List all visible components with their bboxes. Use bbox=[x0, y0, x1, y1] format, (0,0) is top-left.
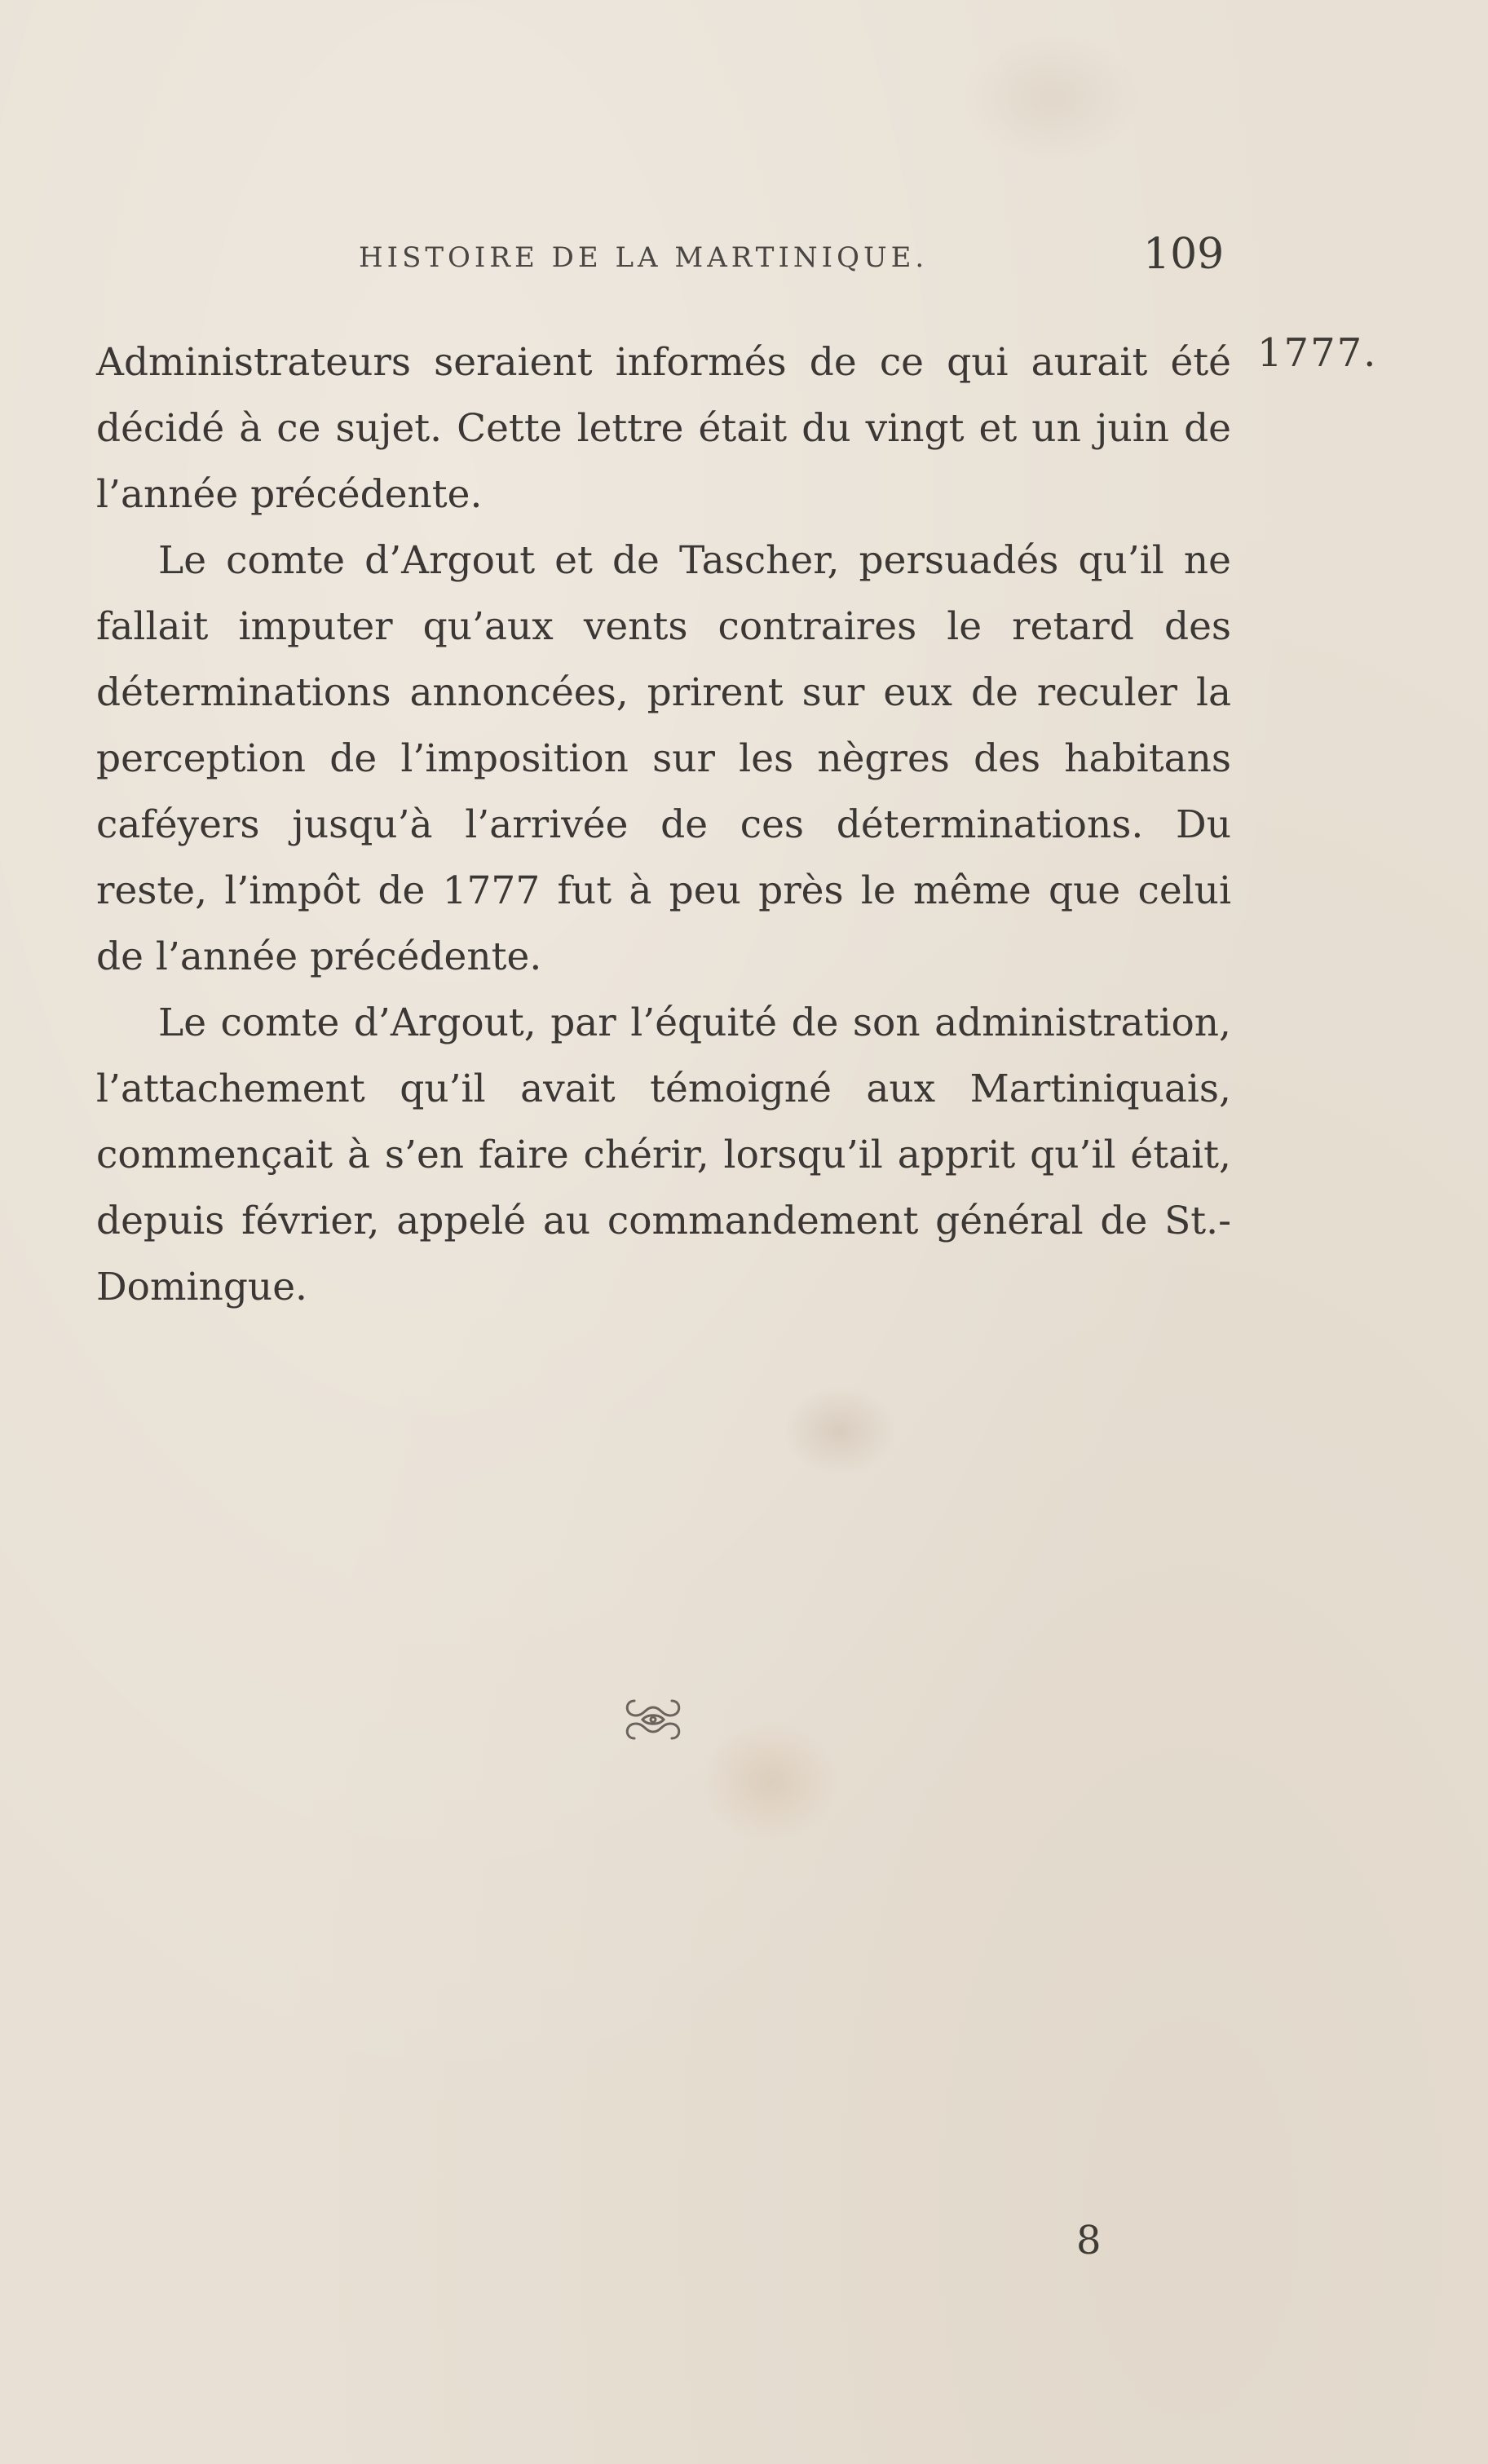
paper-stain bbox=[701, 1720, 840, 1843]
margin-year-note: 1777. bbox=[1257, 330, 1378, 376]
paragraph: Le comte d’Argout et de Tascher, persuadés qu’il ne fallait imputer qu’aux vents contraires le retard des déterminations annoncées, prirent sur eux de reculer la perception de l’imposition sur les nègres des habitans caféyers jusqu’à l’arrivée de ces déterminations. Du reste, l’impôt de 1777 fut à peu près le même que celui de l’année précédente. bbox=[96, 538, 1231, 979]
running-head: HISTOIRE DE LA MARTINIQUE. bbox=[359, 241, 929, 274]
page-number: 109 bbox=[1143, 230, 1225, 279]
body-text bbox=[96, 329, 1231, 1320]
signature-mark: 8 bbox=[1076, 2218, 1102, 2263]
paragraph: Le comte d’Argout, par l’équité de son administration, l’attachement qu’il avait témoigné aux Martiniquais, commençait à s’en faire chérir, lorsqu’il apprit qu’il était, depuis février, appelé au commandement général de St.-Domingue. bbox=[96, 1000, 1231, 1309]
paragraph: Administrateurs seraient informés de ce qui aurait été décidé à ce sujet. Cette lettre était du vingt et un juin de l’année précédente. bbox=[96, 340, 1231, 517]
paper-stain bbox=[962, 33, 1141, 163]
paper-stain bbox=[783, 1386, 897, 1476]
fleuron-ornament-icon bbox=[618, 1689, 688, 1750]
